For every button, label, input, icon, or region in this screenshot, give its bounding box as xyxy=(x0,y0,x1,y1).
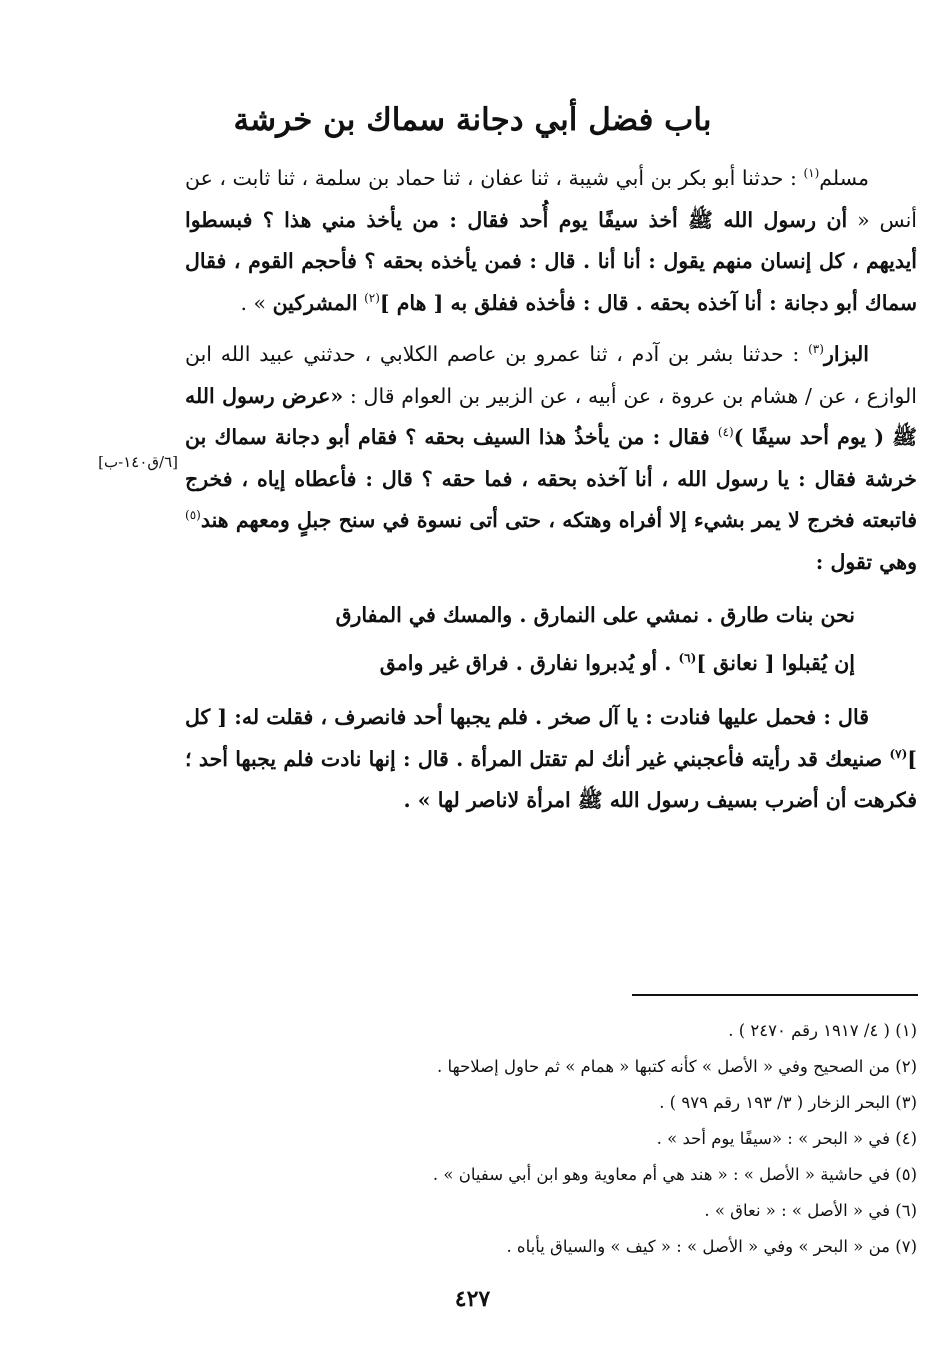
poem xyxy=(185,591,917,687)
main-text xyxy=(185,158,917,822)
footnote-ref[interactable]: (١) xyxy=(803,166,820,181)
footnote-ref[interactable]: (٣) xyxy=(808,342,824,357)
matn-text: قال : فحمل عليها فنادت : يا آل صخر . فلم يجبها أحد فانصرف ، فقلت له: [ كل ] xyxy=(185,705,917,771)
page-number: ٤٢٧ xyxy=(454,1286,491,1312)
poem-text: إن يُقبلوا [ نعانق ] xyxy=(696,651,855,675)
manuscript-folio-note: [٦/ق١٤٠-ب] xyxy=(98,453,178,471)
source-name: البزار xyxy=(823,342,869,366)
closing-mark: » . xyxy=(240,290,273,315)
matn-text: وهي تقول : xyxy=(815,549,917,574)
isnad-text: : حدثنا بشر بن آدم ، ثنا عمرو بن عاصم الكلابي ، حدثني عبيد الله ابن الوازع ، عن / هشام بن عروة ، عن أبيه ، عن الزبير بن العوام قال : xyxy=(185,342,917,408)
poem-line xyxy=(185,639,855,687)
chapter-title: باب فضل أبي دجانة سماك بن خرشة xyxy=(233,102,712,138)
footnote-ref[interactable]: (٤) xyxy=(717,425,734,440)
poem-text: . أو يُدبروا نفارق . فراق غير وامق xyxy=(379,651,679,675)
footnote-ref[interactable]: (٥) xyxy=(185,508,201,523)
footnote-item: (٥) في حاشية « الأصل » : « هند هي أم معاوية وهو ابن أبي سفيان » . xyxy=(432,1165,917,1184)
footnotes xyxy=(185,1013,917,1265)
source-name: مسلم xyxy=(819,166,869,190)
matn-text: أن رسول الله ﷺ أخذ سيفًا يوم أُحد فقال : من يأخذ مني هذا ؟ فبسطوا أيديهم ، كل إنسان منهم يقول : أنا أنا . قال : فمن يأخذه بحقه ؟ فأحجم القوم ، فقال سماك أبو دجانة : أنا آخذه بحقه . قال : فأخذه ففلق به [ هام ] xyxy=(185,207,917,315)
matn-text: «عرض رسول الله ﷺ ( يوم أحد سيفًا ) xyxy=(185,383,917,449)
footnote-divider xyxy=(632,994,918,996)
poem-line: نحن بنات طارق . نمشي على النمارق . والمسك في المفارق xyxy=(335,603,855,627)
matn-text: المشركين xyxy=(272,290,358,315)
footnote-ref[interactable]: (٦) xyxy=(678,651,697,666)
matn-text: فقال : من يأخذُ هذا السيف بحقه ؟ فقام أبو دجانة سماك بن خرشة فقال : يا رسول الله ، أنا آخذه بحقه ، فما حقه ؟ قال : فأعطاه إياه ، فخرج فاتبعته فخرج لا يمر بشيء إلا أفراه وهتكه ، حتى أتى نسوة في سنح جبلٍ ومعهم هند xyxy=(185,425,917,532)
footnote-item: (٦) في « الأصل » : « نعاق » . xyxy=(704,1201,917,1220)
footnote-item: (٧) من « البحر » وفي « الأصل » : « كيف » والسياق يأباه . xyxy=(506,1237,917,1256)
isnad-text: : حدثنا أبو بكر بن أبي شيبة ، ثنا عفان ، ثنا حماد بن سلمة ، ثنا ثابت ، عن أنس « xyxy=(185,166,917,232)
footnote-ref[interactable]: (٢) xyxy=(364,290,380,305)
footnote-item: (٣) البحر الزخار ( ٣/ ١٩٣ رقم ٩٧٩ ) . xyxy=(659,1093,917,1112)
footnote-item: (٤) في « البحر » : «سيفًا يوم أحد » . xyxy=(656,1129,917,1148)
hadith-muslim xyxy=(185,158,917,324)
hadith-bazzar-continued xyxy=(185,697,917,822)
footnote-item: (٢) من الصحيح وفي « الأصل » كأنه كتبها « همام » ثم حاول إصلاحها . xyxy=(436,1057,917,1076)
footnote-item: (١) ( ٤/ ١٩١٧ رقم ٢٤٧٠ ) . xyxy=(728,1021,917,1040)
footnote-ref[interactable]: (٧) xyxy=(889,746,908,761)
matn-text: صنيعك قد رأيته فأعجبني غير أنك لم تقتل المرأة . قال : إنها نادت فلم يجبها أحد ؛ فكرهت أن أضرب بسيف رسول الله ﷺ امرأة لاناصر لها » . xyxy=(185,746,917,812)
hadith-bazzar xyxy=(185,334,917,583)
